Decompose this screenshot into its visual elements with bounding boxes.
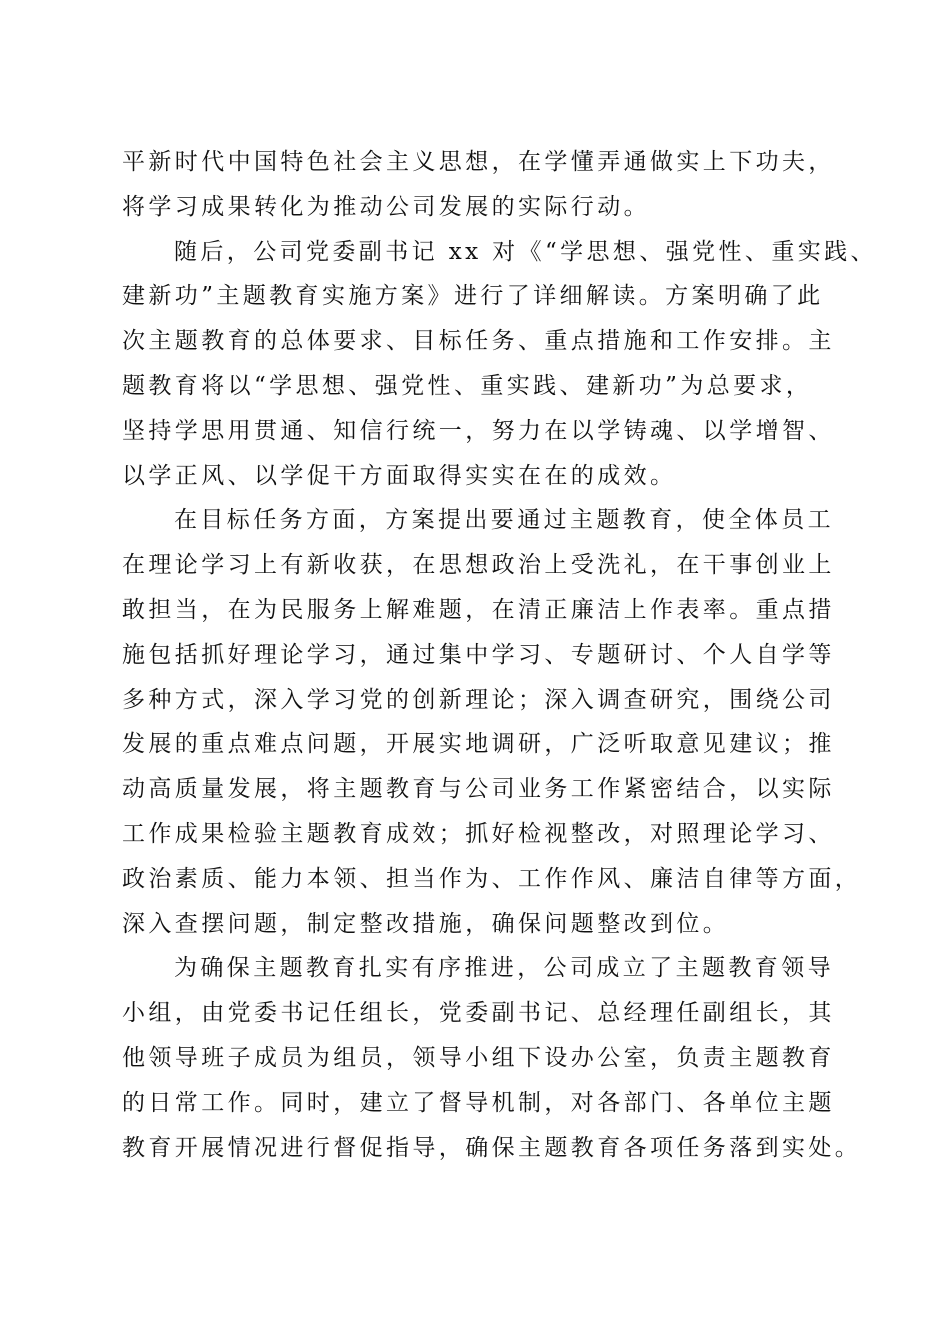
text-line: 在目标任务方面，方案提出要通过主题教育，使全体员工 [174,507,834,534]
text-line: 多种方式，深入学习党的创新理论；深入调查研究，围绕公司 [122,686,835,713]
text-line: 次主题教育的总体要求、目标任务、重点措施和工作安排。主 [122,328,835,355]
paragraph [122,230,877,499]
text-line: 为确保主题教育扎实有序推进，公司成立了主题教育领导 [174,955,834,982]
text-line: 题教育将以“学思想、强党性、重实践、建新功”为总要求， [122,372,813,399]
document-body [122,140,877,1170]
text-line: 他领导班子成员为组员，领导小组下设办公室，负责主题教育 [122,1044,835,1071]
text-line: 施包括抓好理论学习，通过集中学习、专题研讨、个人自学等 [122,641,835,668]
text-line: 工作成果检验主题教育成效；抓好检视整改，对照理论学习、 [122,820,835,847]
text-line: 政治素质、能力本领、担当作为、工作作风、廉洁自律等方面， [122,865,862,892]
paragraph [122,946,862,1170]
text-line: 在理论学习上有新收获，在思想政治上受洗礼，在干事创业上 [122,552,835,579]
text-line: 建新功”主题教育实施方案》进行了详细解读。方案明确了此 [122,283,824,310]
text-line: 深入查摆问题，制定整改措施，确保问题整改到位。 [122,910,730,937]
text-line: 敢担当，在为民服务上解难题，在清正廉洁上作表率。重点措 [122,596,835,623]
text-line: 教育开展情况进行督促指导，确保主题教育各项任务落到实处。 [122,1134,862,1161]
paragraph [122,140,842,230]
text-line: 动高质量发展，将主题教育与公司业务工作紧密结合，以实际 [122,776,835,803]
text-line: 坚持学思用贯通、知信行统一，努力在以学铸魂、以学增智、 [122,417,835,444]
text-line: 以学正风、以学促干方面取得实实在在的成效。 [122,462,677,489]
text-line: 平新时代中国特色社会主义思想，在学懂弄通做实上下功夫， [122,149,835,175]
paragraph [122,498,862,946]
text-line: 将学习成果转化为推动公司发展的实际行动。 [122,193,650,220]
text-line: 随后，公司党委副书记 xx 对《“学思想、强党性、重实践、 [174,238,877,265]
text-line: 发展的重点难点问题，开展实地调研，广泛听取意见建议；推 [122,731,835,758]
text-line: 的日常工作。同时，建立了督导机制，对各部门、各单位主题 [122,1089,835,1116]
text-line: 小组，由党委书记任组长，党委副书记、总经理任副组长，其 [122,1000,835,1027]
